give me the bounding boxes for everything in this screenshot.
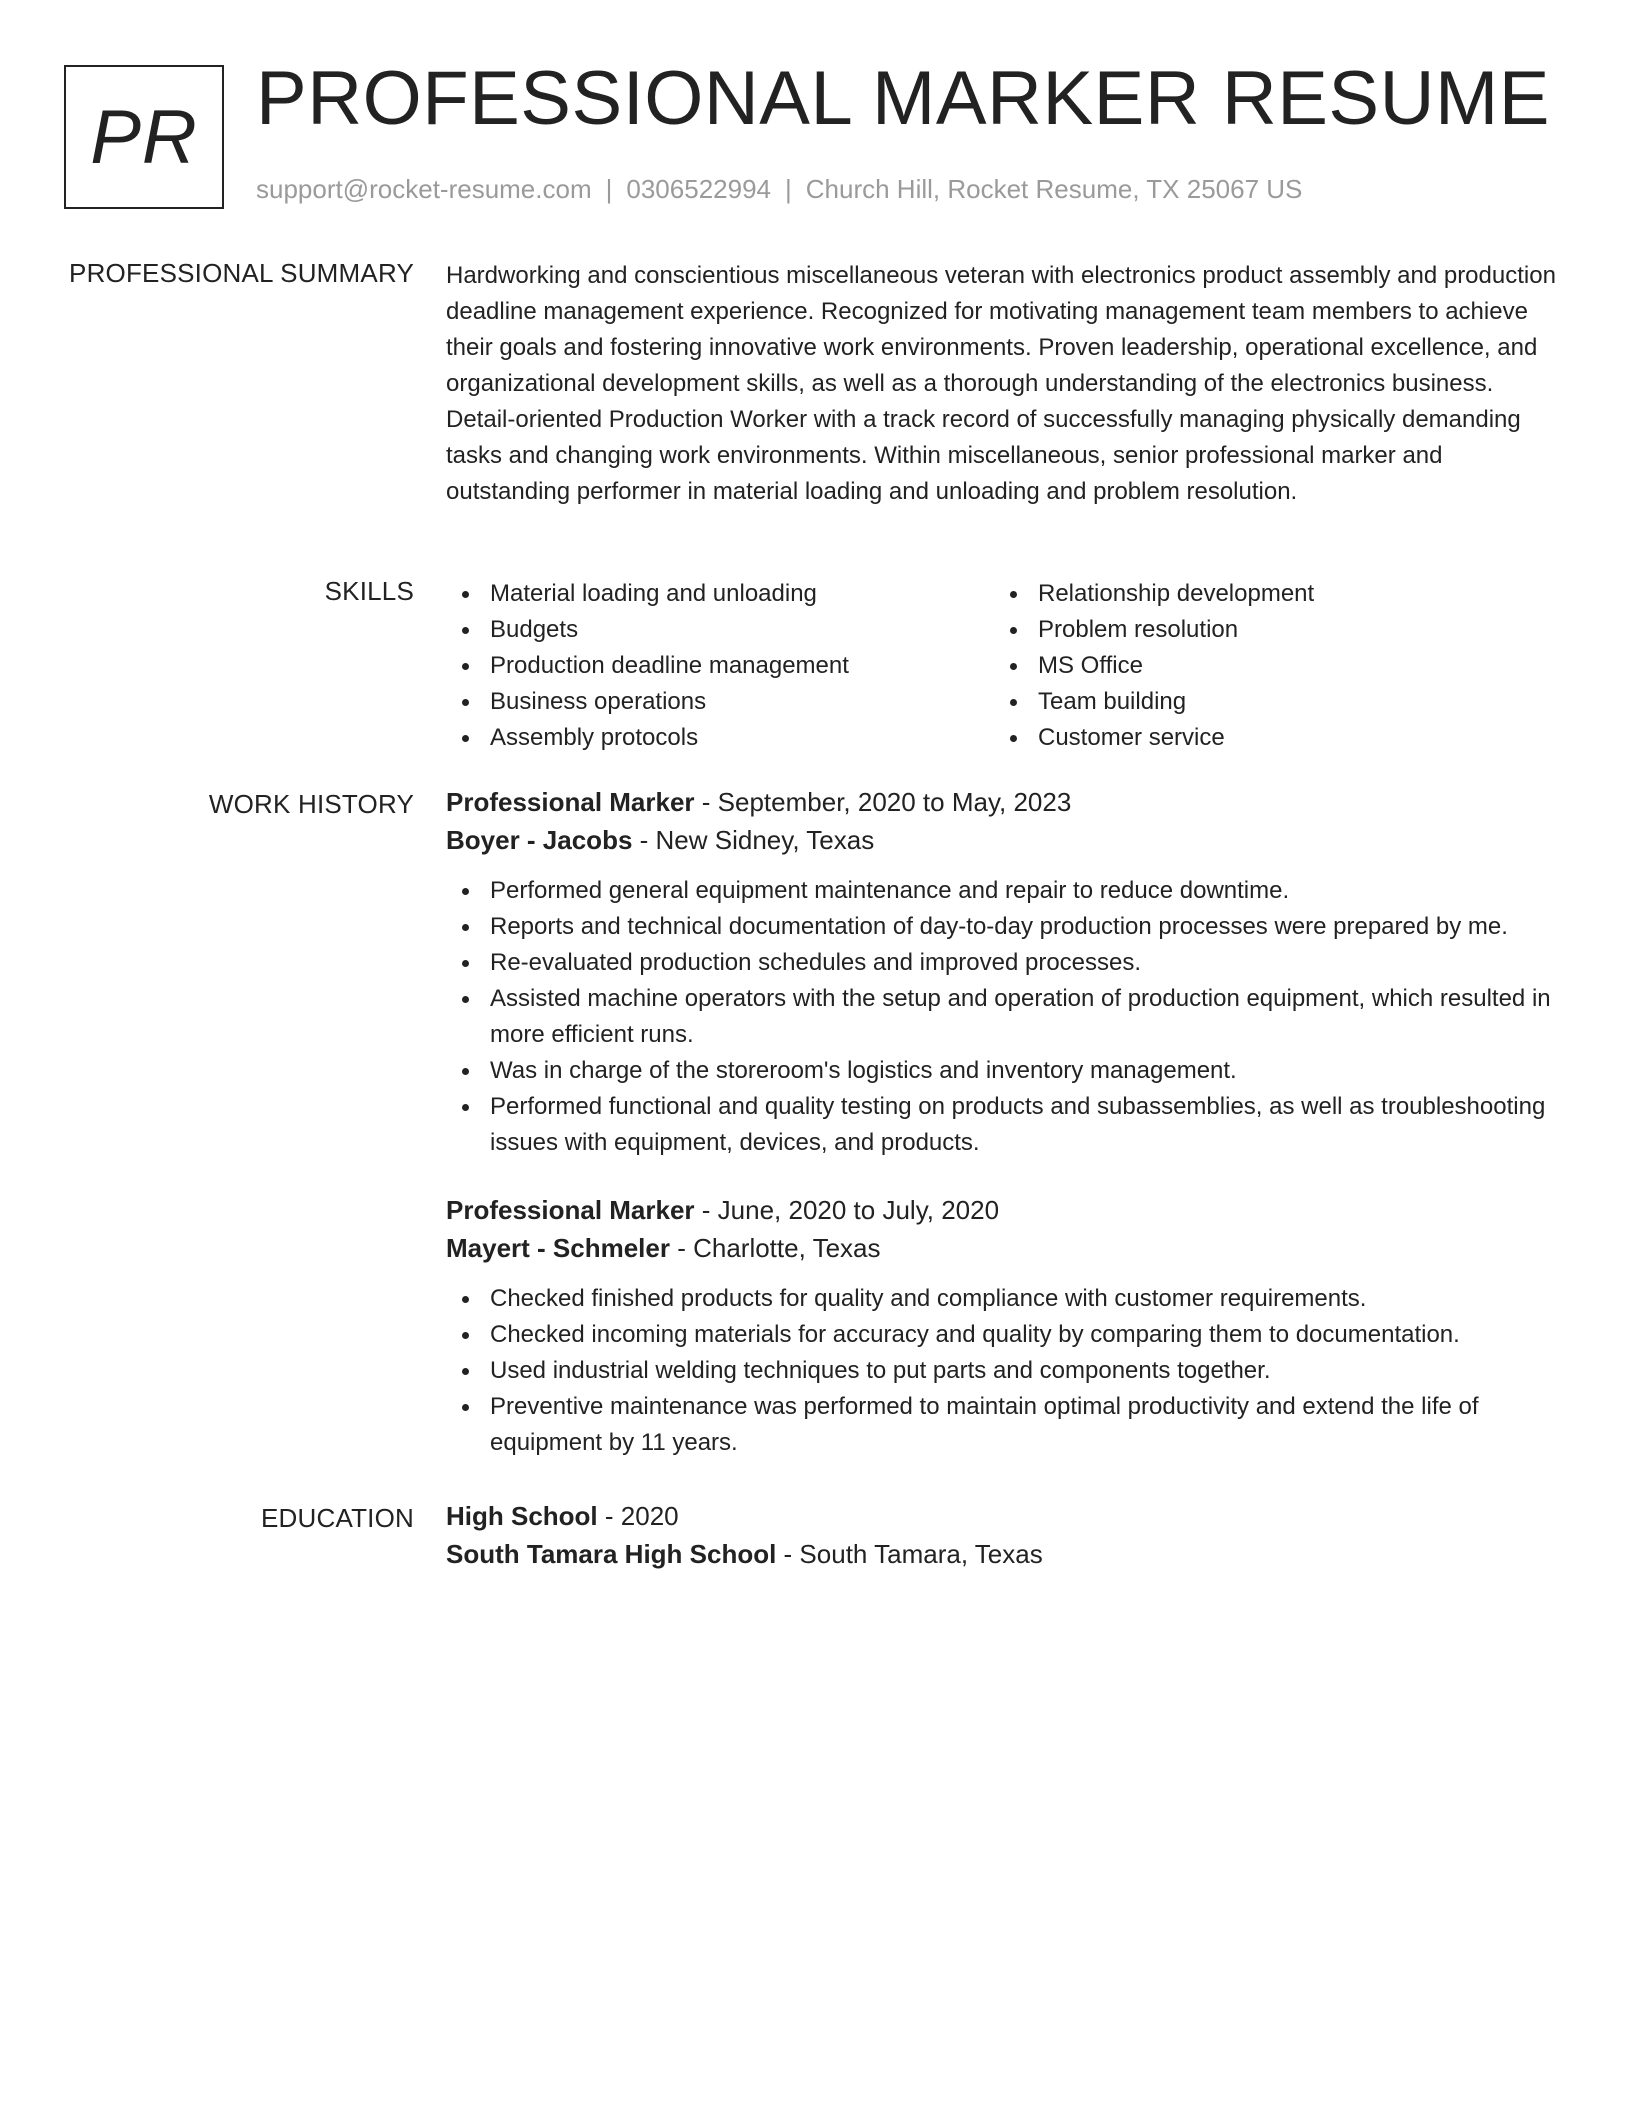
contact-line bbox=[256, 174, 1302, 205]
job-title: Professional Marker bbox=[446, 787, 695, 817]
work-history-body bbox=[446, 783, 1562, 1491]
job-bullet: Preventive maintenance was performed to maintain optimal productivity and extend the life of equipment by 11 years. bbox=[446, 1389, 1562, 1461]
skill-item: Assembly protocols bbox=[446, 720, 994, 756]
job-title: Professional Marker bbox=[446, 1195, 695, 1225]
skill-item: Problem resolution bbox=[994, 612, 1542, 648]
company-location: - New Sidney, Texas bbox=[632, 825, 875, 855]
job-bullet: Checked finished products for quality and compliance with customer requirements. bbox=[446, 1281, 1562, 1317]
job-title-line bbox=[446, 1191, 1562, 1229]
job-entry bbox=[446, 783, 1562, 1161]
section-label-work-history: WORK HISTORY bbox=[208, 789, 414, 819]
company-location: - Charlotte, Texas bbox=[669, 1233, 881, 1263]
company-line bbox=[446, 821, 1562, 859]
education-school-line bbox=[446, 1535, 1562, 1573]
resume-title: PROFESSIONAL MARKER RESUME bbox=[256, 56, 1550, 141]
skill-item: MS Office bbox=[994, 648, 1542, 684]
company-name: Mayert - Schmeler bbox=[446, 1233, 670, 1263]
section-label-summary: PROFESSIONAL SUMMARY bbox=[69, 258, 414, 288]
company-line bbox=[446, 1229, 1562, 1267]
contact-email: support@rocket-resume.com bbox=[256, 174, 592, 204]
job-bullet: Performed general equipment maintenance and repair to reduce downtime. bbox=[446, 873, 1562, 909]
skill-item: Budgets bbox=[446, 612, 994, 648]
job-bullet: Was in charge of the storeroom's logistics and inventory management. bbox=[446, 1053, 1562, 1089]
section-label-education: EDUCATION bbox=[261, 1503, 414, 1533]
job-bullet: Performed functional and quality testing on products and subassemblies, as well as troubleshooting issues with equipment, devices, and products. bbox=[446, 1089, 1562, 1161]
job-bullet: Re-evaluated production schedules and improved processes. bbox=[446, 945, 1562, 981]
job-entry bbox=[446, 1191, 1562, 1461]
job-bullets bbox=[446, 1281, 1562, 1461]
education-school: South Tamara High School bbox=[446, 1539, 777, 1569]
skill-item: Customer service bbox=[994, 720, 1542, 756]
job-bullet: Checked incoming materials for accuracy and quality by comparing them to documentation. bbox=[446, 1317, 1562, 1353]
job-bullet: Assisted machine operators with the setup and operation of production equipment, which resulted in more efficient runs. bbox=[446, 981, 1562, 1053]
job-dates: - September, 2020 to May, 2023 bbox=[694, 787, 1072, 817]
job-bullet: Used industrial welding techniques to put parts and components together. bbox=[446, 1353, 1562, 1389]
education-degree-line bbox=[446, 1497, 1562, 1535]
job-title-line bbox=[446, 783, 1562, 821]
education-degree: High School bbox=[446, 1501, 598, 1531]
skill-item: Material loading and unloading bbox=[446, 576, 994, 612]
skill-item: Relationship development bbox=[994, 576, 1542, 612]
skill-item: Team building bbox=[994, 684, 1542, 720]
education-year: - 2020 bbox=[597, 1501, 679, 1531]
contact-separator: | bbox=[785, 174, 792, 204]
monogram-box bbox=[64, 65, 224, 209]
education-body bbox=[446, 1497, 1562, 1573]
contact-phone: 0306522994 bbox=[626, 174, 771, 204]
skill-item: Production deadline management bbox=[446, 648, 994, 684]
skills-column-right bbox=[994, 576, 1542, 756]
company-name: Boyer - Jacobs bbox=[446, 825, 633, 855]
skills-column-left bbox=[446, 576, 994, 756]
contact-separator: | bbox=[605, 174, 613, 204]
job-bullets bbox=[446, 873, 1562, 1161]
summary-text: Hardworking and conscientious miscellaneous veteran with electronics product assembly and production deadline management experience. Recognized for motivating management team members to achieve their goals and fostering innovative work environments. Proven leadership, operational excellence, and organizational development skills, as well as a thorough understanding of the electronics business. Detail-oriented Production Worker with a track record of successfully managing physically demanding tasks and changing work environments. Within miscellaneous, senior professional marker and outstanding performer in material loading and unloading and problem resolution. bbox=[446, 262, 1556, 505]
skills-body bbox=[446, 576, 1562, 756]
job-dates: - June, 2020 to July, 2020 bbox=[694, 1195, 1000, 1225]
education-location: - South Tamara, Texas bbox=[776, 1539, 1043, 1569]
skill-item: Business operations bbox=[446, 684, 994, 720]
section-label-skills: SKILLS bbox=[324, 576, 414, 606]
job-bullet: Reports and technical documentation of day-to-day production processes were prepared by me. bbox=[446, 909, 1562, 945]
monogram-initials: PR bbox=[90, 94, 198, 180]
contact-address: Church Hill, Rocket Resume, TX 25067 US bbox=[805, 174, 1303, 204]
